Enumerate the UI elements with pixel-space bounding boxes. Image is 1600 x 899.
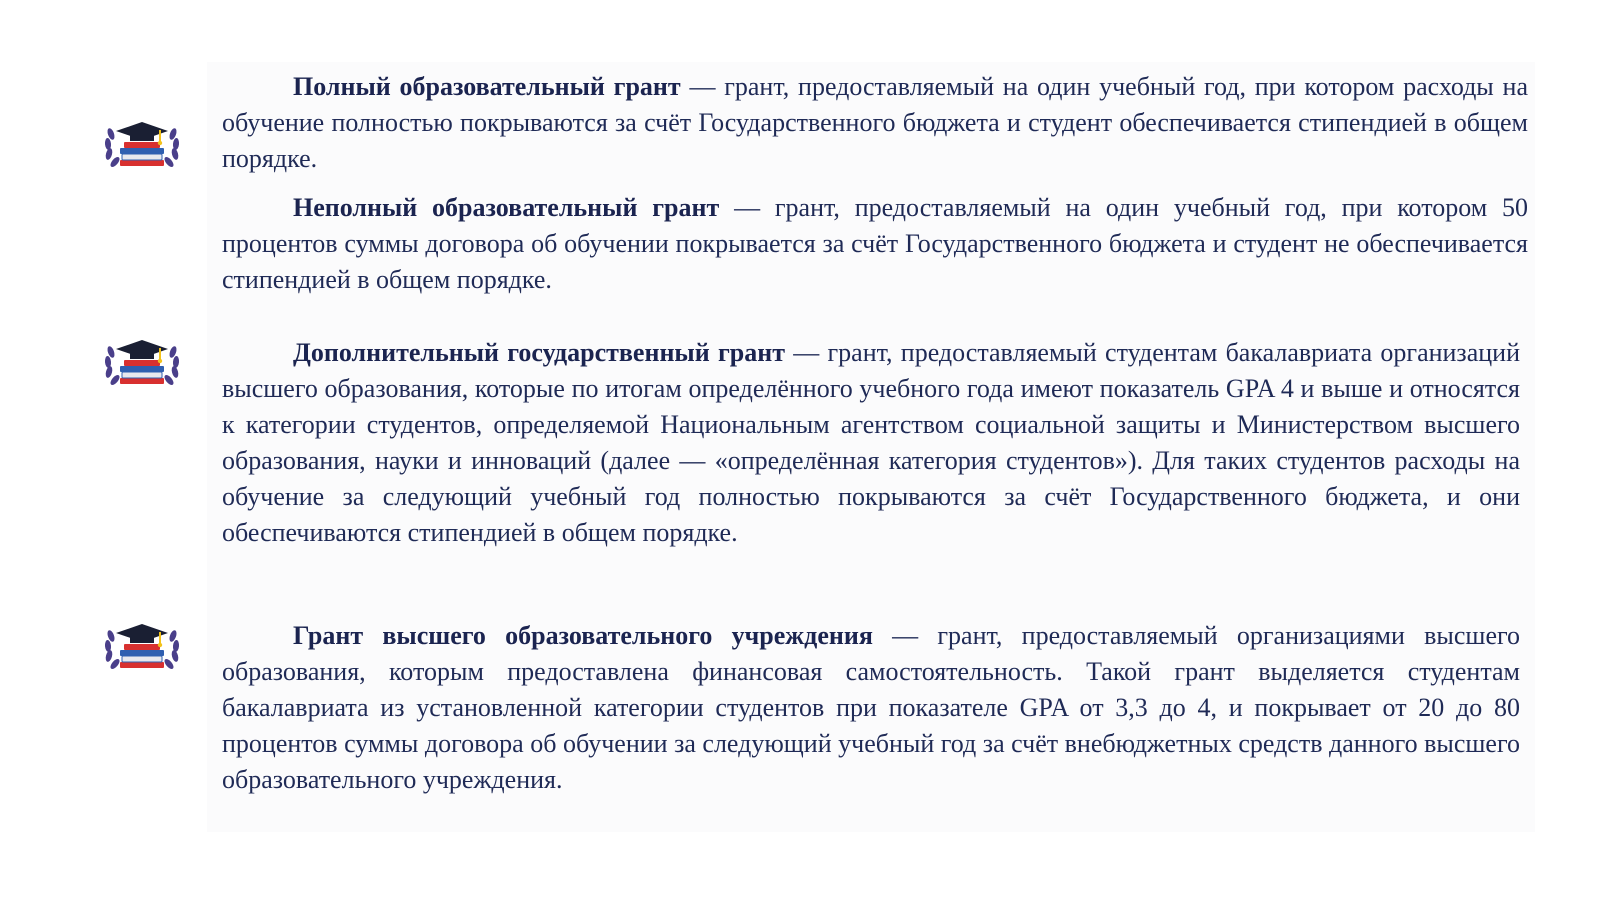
grant-term: Полный образовательный грант <box>293 72 681 101</box>
graduation-cap-books-laurel-icon <box>102 336 182 392</box>
graduation-cap-books-laurel-icon <box>102 118 182 174</box>
grant-term: Грант высшего образовательного учреждения <box>293 621 873 650</box>
grant-description: — грант, предоставляемый на один учебный год, при котором 50 процентов суммы договора об обучении покрывается за счёт Государственного бюджета и студент не обеспечивается стипендией в общем порядке. <box>222 193 1528 294</box>
grant-description: — грант, предоставляемый на один учебный год, при котором расходы на обучение полностью покрываются за счёт Государственного бюджета и студент обеспечивается стипендией в общем порядке. <box>222 72 1529 173</box>
grant-description: — грант, предоставляемый студентам бакалавриата организаций высшего образования, которые по итогам определённого учебного года имеют показатель GPA 4 и выше и относятся к категории студентов, определяемой Национальным агентством социальной защиты и Министерством высшего образования, науки и инноваций (далее — «определённая категория студентов»). Для таких студентов расходы на обучение за следующий учебный год полностью покрываются за счёт Государственного бюджета, и они обеспечиваются стипендией в общем порядке. <box>222 338 1520 547</box>
grant-definition-full <box>222 69 1528 177</box>
grant-definition-partial <box>222 190 1528 298</box>
graduation-cap-books-laurel-icon <box>102 620 182 676</box>
grant-term: Дополнительный государственный грант <box>293 338 785 367</box>
grant-definition-institution <box>222 618 1520 798</box>
grant-definition-additional-state <box>222 335 1520 551</box>
grant-term: Неполный образовательный грант <box>293 193 720 222</box>
grant-description: — грант, предоставляемый организациями высшего образования, которым предоставлена финансовая самостоятельность. Такой грант выделяется студентам бакалавриата из установленной категории студентов при показателе GPA от 3,3 до 4, и покрывает от 20 до 80 процентов суммы договора об обучении за следующий учебный год за счёт внебюджетных средств данного высшего образовательного учреждения. <box>222 621 1520 794</box>
